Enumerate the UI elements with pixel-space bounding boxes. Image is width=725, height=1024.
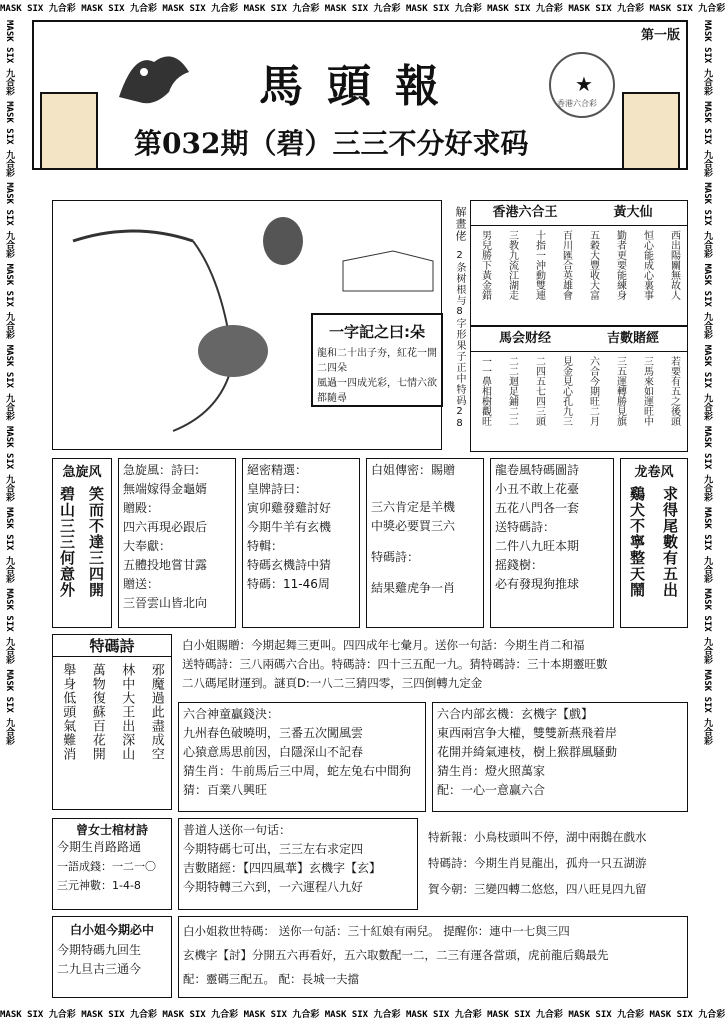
rescue-box: 白小姐救世特碼： 送你一句話：三十紅娘有兩兒。 提醒你：連中一七與三四 玄機字【討】分開五六再看好，五六取數配一二，二三有運各當頭，虎前龍后鷄最先 配：靈碼三配五。 配：長城一夫擋	[178, 916, 688, 998]
masthead: 馬頭報	[259, 61, 463, 112]
right-vertical-poem: 龙卷风 鷄犬不寧整天鬧 求得尾數有五出	[620, 458, 688, 628]
finance-box: 馬会财经 吉數賭經 一一鼻相樹觀旺 二二迴足鋪二二 二四五七四三頭 見金見心孔九三 六合今期旺二月 三五運轉勝見旗 三馬來如運旺中 若要有五之後頭	[470, 326, 688, 452]
special-news: 特新報：小鳥枝頭叫不停，湖中兩鵝在戲水 特碼詩：今期生肖見龍出，孤舟一只五湖游 賀今朝：三變四轉二悠悠，四八旺見四九留	[428, 830, 647, 896]
miss-bai-gift: 白小姐賜贈：今期起舞三更叫。四四成年七彙月。送你一句話：今期生肖二和福 送特碼詩：三八兩碼六合出。特碼詩：四十三五配一九。猜特碼詩：三十本期靈旺數 二八碼尾財運到。謎頁D:一八二三猜四零，三四倒轉九定金	[182, 638, 608, 690]
header	[32, 20, 688, 170]
right-ornament	[622, 92, 680, 170]
inner-mystery-box: 六合内部玄機：玄機字【戲】 東西兩宫争大權，雙雙新燕飛着岸 花開并綺氣連枝，樹上猴群風騷動 猜生肖：燈火照萬家 配：一心一意赢六合	[432, 702, 688, 812]
whirlwind-box: 急旋風：詩曰: 無端嫁得金龜婿 贈殿： 四六再現必跟后 大奉獻： 五體投地嘗甘露 贈送： 三晉雲山皆北向	[118, 458, 236, 628]
special-code-poem: 特碼詩 舉身低頭氣難消 萬物復蘇百花開 林中大王出深山 邪魔過此盡成空	[52, 634, 172, 810]
riddle-picture	[52, 200, 442, 450]
white-sister-box: 白姐傳密：賜贈 三六肯定是羊機 中獎必要買三六 特碼詩： 結果雞虎争一肖	[366, 458, 484, 628]
left-border: MASK SIX 九合彩 MASK SIX 九合彩 MASK SIX 九合彩 MASK SIX 九合彩 MASK SIX 九合彩 MASK SIX 九合彩 MASK SIX 九合彩 MASK SIX 九合彩 MASK SIX 九合彩	[4, 20, 14, 746]
hk-king-box: 香港六合王 黃大仙 男兒勝下黃金錯 三教九流江湖走 十指一沖動雙連 百川匯合英雄會 五穀大豐收大富 勤者更要能練身 恒心能成心裏事 西出陽關無故人	[470, 200, 688, 326]
side-note: 解畫佬	[454, 206, 467, 242]
bottom-border: MASK SIX 九合彩 MASK SIX 九合彩 MASK SIX 九合彩 MASK SIX 九合彩 MASK SIX 九合彩 MASK SIX 九合彩 MASK SIX 九合彩 MASK SIX 九合彩 MASK SIX 九合彩	[0, 1010, 725, 1020]
tornado-box: 龍卷風特碼圖詩 小丑不敢上花臺 五花八門各一套 送特碼詩： 二件八九旺本期 摇錢樹： 必有發現狗推球	[490, 458, 614, 628]
top-border: MASK SIX 九合彩 MASK SIX 九合彩 MASK SIX 九合彩 MASK SIX 九合彩 MASK SIX 九合彩 MASK SIX 九合彩 MASK SIX 九合彩 MASK SIX 九合彩 MASK SIX 九合彩	[0, 4, 725, 14]
left-ornament	[40, 92, 98, 170]
must-win-box: 白小姐今期必中 今期特碼九回生 二九旦古三通今	[52, 916, 172, 998]
riddle-caption: 一字記之曰:朵 龍和二十出子夯，紅花一開二四朵 風過一四成光彩，七情六欲都隨尋	[311, 313, 443, 407]
passerby-box: 普道人送你一句话： 今期特碼七可出，三三左右求定四 吉數賭經：【四四風華】玄機字【玄】 今期特轉三六到，一六運程八九好	[178, 818, 418, 910]
horse-logo-icon	[114, 42, 194, 112]
side-verse: 2条树根与8字形果子正中特码28	[454, 250, 465, 430]
ms-zeng-box: 曾女士棺材詩 今期生肖路路通 一語成錢：一二一〇 三元神數：1-4-8	[52, 818, 172, 910]
prodigy-box: 六合神童贏錢決： 九州春色破曉明，三番五次闖風雲 心猿意馬思前因，白隱深山不記春 猜生肖：牛前馬后三中周，蛇左兔右中間狗 猜：百業八興旺	[178, 702, 426, 812]
right-border: MASK SIX 九合彩 MASK SIX 九合彩 MASK SIX 九合彩 MASK SIX 九合彩 MASK SIX 九合彩 MASK SIX 九合彩 MASK SIX 九合彩 MASK SIX 九合彩 MASK SIX 九合彩	[702, 20, 712, 746]
edition-label: 第一版	[640, 28, 680, 43]
secret-selection-box: 絕密精選： 皇牌詩曰： 寅卯雞發雞討好 今期牛羊有玄機 特輯： 特碼玄機詩中猜 特碼：11-46周	[242, 458, 360, 628]
issue-title: 第032期（碧）三三不分好求码	[134, 127, 529, 160]
left-vertical-poem: 急旋风 碧山三三何意外 笑而不達三四開	[52, 458, 112, 628]
stamp-seal: ★ 香港六合彩	[549, 52, 615, 118]
